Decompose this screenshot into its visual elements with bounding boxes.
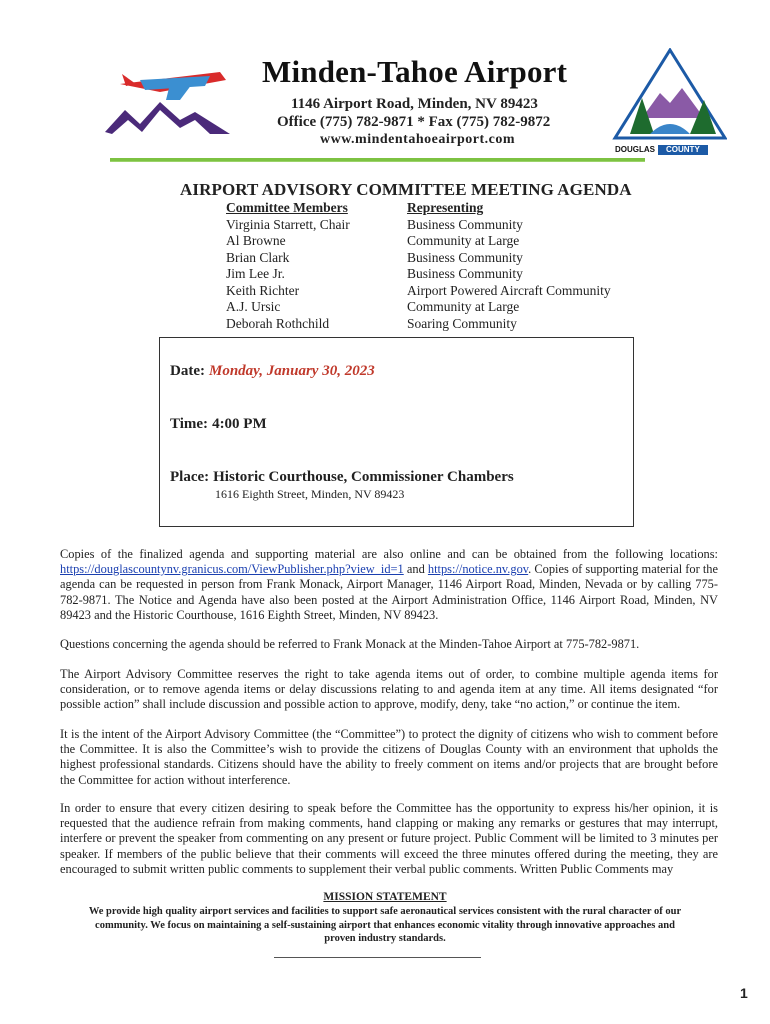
airport-phone-fax: Office (775) 782-9871 * Fax (775) 782-9872 [277,114,551,130]
douglas-county-logo [612,48,727,154]
mission-statement-heading: MISSION STATEMENT [323,891,447,903]
p1-text-rest: . Copies of supporting material for the agenda can be requested in person from Frank Monack, Airport Manager, 1146 Airport Road, Minden, Nevada or by calling 775-782-9871. The Notice and Agenda have also been posted at the Airport Administration Office, 1146 Airport Road, Minden, NV 89423 and the Historic Courthouse, 1616 Eighth Street, Minden, NV 89423. [60,562,718,622]
member-name: Al Browne [226,233,286,248]
place-address: 1616 Eighth Street, Minden, NV 89423 [215,487,405,501]
member-representing: Community at Large [407,299,520,314]
airport-address: 1146 Airport Road, Minden, NV 89423 [291,96,538,112]
member-name: Keith Richter [226,282,300,298]
member-name: Virginia Starrett, Chair [226,216,350,232]
airport-name: Minden-Tahoe Airport [262,54,568,89]
mission-statement-text: We provide high quality airport services and facilities to support safe aeronautical services consistent with the rural character of our community. We focus on maintaining a self-sustaining airport that enhances economic vitality through innovative approaches and proven industry standards. [88,906,682,944]
member-name: A.J. Ursic [226,299,281,314]
paragraph-committee-intent: It is the intent of the Airport Advisory Committee (the “Committee”) to protect the dignity of citizens who wish to comment before the Committee. It is also the Committee’s wish to provide the citizens of Douglas County with an environment that upholds the highest professional standards. Citizens should have the ability to freely comment on items and/or projects that are brought before the Committee for action without interference. [60,727,718,787]
meeting-place [170,468,514,486]
airport-logo [100,62,260,142]
county-logo-right-text: COUNTY [658,145,708,155]
paragraph-questions: Questions concerning the agenda should be referred to Frank Monack at the Minden-Tahoe Airport at 775-782-9871. [60,637,640,651]
committee-members-column [226,200,350,332]
paragraph-agenda-order: The Airport Advisory Committee reserves the right to take agenda items out of order, to combine multiple agenda items for consideration, or to remove agenda items or delay discussions relating to and agenda item at any time. All items designated “for possible action” shall include discussion and possible action to approve, modify, deny, take “no action,” or continue the item. [60,667,718,712]
agenda-title: AIRPORT ADVISORY COMMITTEE MEETING AGENDA [180,180,632,199]
member-representing: Airport Powered Aircraft Community [407,282,611,298]
member-representing: Community at Large [407,233,520,248]
date-label: Date: [170,363,205,379]
airport-website: www.mindentahoeairport.com [320,132,515,147]
place-value: Historic Courthouse, Commissioner Chambers [213,469,514,485]
date-value: Monday, January 30, 2023 [208,363,375,379]
county-emblem-icon [612,48,727,140]
members-header: Committee Members [226,200,348,215]
header-divider-shadow [110,161,645,162]
notice-nv-link[interactable]: https://notice.nv.gov [427,562,529,577]
representing-header: Representing [407,200,484,215]
time-label: Time: [170,416,209,432]
member-representing: Soaring Community [407,315,517,331]
member-representing: Business Community [407,249,523,265]
granicus-link[interactable]: https://douglascountynv.granicus.com/ViewPublisher.php?view_id=1 [60,562,404,577]
plane-icon [120,72,226,100]
place-label: Place: [170,469,210,485]
paragraph-public-comment: In order to ensure that every citizen desiring to speak before the Committee has the opportunity to express his/her opinion, it is requested that the audience refrain from making comments, hand clapping or making any remarks or gestures that may interrupt, interfere or prevent the speaker from commenting on any present or future project. Public Comment will be limited to 3 minutes per speaker. If members of the public believe that their comments will exceed the three minutes offered during the meeting, they are encouraged to submit written public comments to supplement their verbal public comments. Written Public Comments may [60,801,718,876]
time-value: 4:00 PM [212,416,267,432]
page-number: 1 [740,985,748,1001]
member-name: Jim Lee Jr. [226,266,285,281]
meeting-date [170,362,375,380]
p1-text: Copies of the finalized agenda and supporting material are also online and can be obtained from the following locations: [60,547,718,561]
representing-column [407,200,611,332]
member-representing: Business Community [407,266,523,281]
mission-divider [274,957,481,958]
member-representing: Business Community [407,216,523,232]
p1-and: and [403,562,428,577]
member-name: Deborah Rothchild [226,315,330,331]
county-logo-left-text: DOUGLAS [612,145,658,155]
member-name: Brian Clark [226,249,290,265]
meeting-time [170,415,267,433]
mountains-icon [105,102,230,134]
paragraph-copies [60,547,718,623]
